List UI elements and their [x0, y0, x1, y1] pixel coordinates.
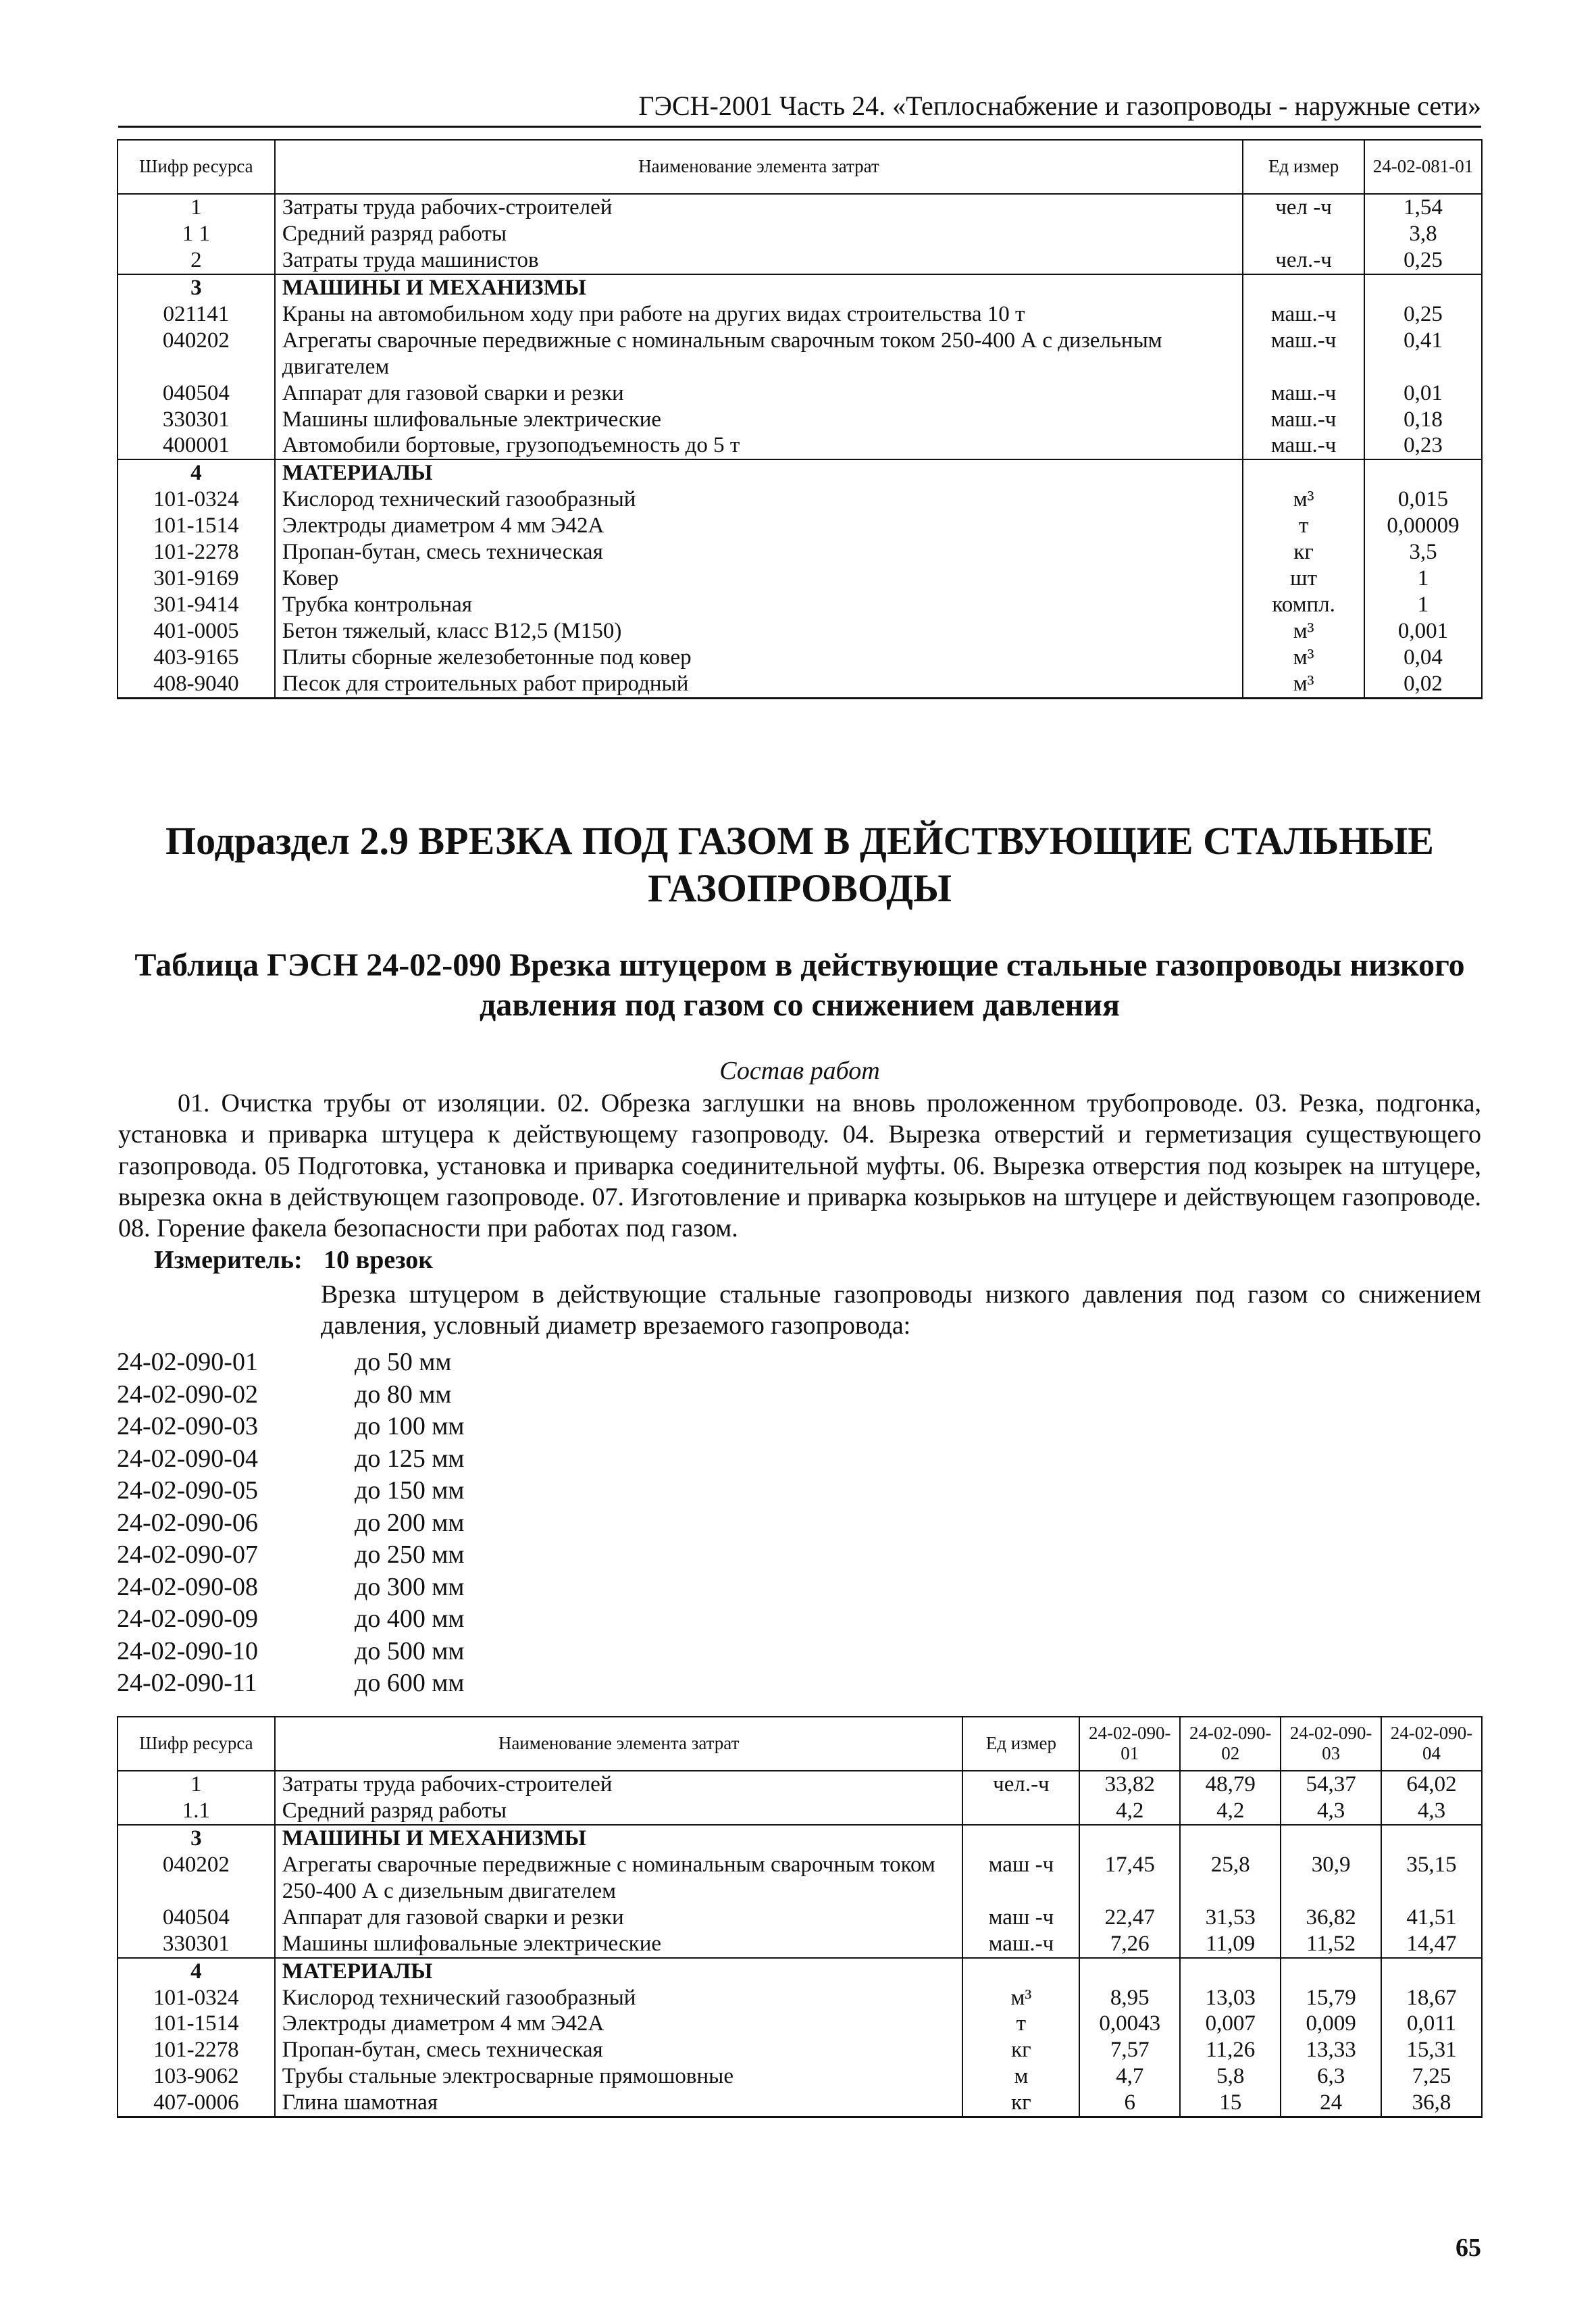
col-header-unit: Ед измер [1243, 140, 1364, 194]
resource-value: 48,79 [1180, 1771, 1281, 1798]
resource-name: Затраты труда машинистов [275, 247, 1243, 274]
resource-value: 13,03 [1180, 1985, 1281, 2011]
resource-name: Затраты труда рабочих-строителей [275, 194, 1243, 221]
resource-code: 330301 [118, 1931, 275, 1958]
resource-unit: кг [962, 2037, 1079, 2063]
resource-value: 15,31 [1381, 2037, 1482, 2063]
norm-item [117, 1667, 464, 1700]
resource-code: 301-9414 [118, 592, 275, 618]
resource-unit: т [1243, 513, 1364, 539]
resource-value: 0,18 [1364, 407, 1482, 433]
resource-value [1079, 1825, 1180, 1852]
resource-unit: шт [1243, 565, 1364, 592]
resource-value: 1 [1364, 592, 1482, 618]
resource-value: 4,3 [1281, 1798, 1381, 1825]
table-row [118, 1825, 1482, 1852]
table-row [118, 274, 1482, 301]
resource-unit: чел.-ч [962, 1771, 1079, 1798]
norm-code: 24-02-090-09 [117, 1605, 258, 1633]
norm-code: 24-02-090-02 [117, 1380, 258, 1409]
page-number: 65 [1456, 2234, 1481, 2262]
resource-value: 25,8 [1180, 1852, 1281, 1905]
norm-code: 24-02-090-04 [117, 1444, 258, 1473]
resource-value: 0,41 [1364, 328, 1482, 380]
resource-value: 24 [1281, 2090, 1381, 2117]
resource-unit: м³ [962, 1985, 1079, 2011]
table-row [118, 2063, 1482, 2090]
resource-value: 7,25 [1381, 2063, 1482, 2090]
resource-name: Аппарат для газовой сварки и резки [275, 380, 1243, 407]
resource-value: 54,37 [1281, 1771, 1381, 1798]
resource-name: Плиты сборные железобетонные под ковер [275, 645, 1243, 671]
resource-value: 14,47 [1381, 1931, 1482, 1958]
meter-label: Измеритель: [154, 1246, 303, 1274]
col-header-unit: Ед измер [962, 1717, 1079, 1771]
resource-name: Средний разряд работы [275, 1798, 963, 1825]
table-row [118, 221, 1482, 247]
table-row [118, 407, 1482, 433]
norm-item [117, 1539, 464, 1571]
resource-code: 3 [118, 274, 275, 301]
col-header-name: Наименование элемента затрат [275, 1717, 963, 1771]
resource-value: 31,53 [1180, 1905, 1281, 1931]
resource-value: 1 [1364, 565, 1482, 592]
resource-unit: компл. [1243, 592, 1364, 618]
col-header-norm-03: 24-02-090-03 [1281, 1717, 1381, 1771]
resource-value: 0,04 [1364, 645, 1482, 671]
resource-unit: м³ [1243, 618, 1364, 645]
resource-value [1180, 1825, 1281, 1852]
col-header-norm-04: 24-02-090-04 [1381, 1717, 1482, 1771]
resource-code: 3 [118, 1825, 275, 1852]
col-header-code: Шифр ресурса [118, 1717, 275, 1771]
resource-code: 408-9040 [118, 671, 275, 698]
resource-name: Электроды диаметром 4 мм Э42А [275, 513, 1243, 539]
resource-unit: маш.-ч [1243, 328, 1364, 380]
resource-code: 401-0005 [118, 618, 275, 645]
resource-value: 4,7 [1079, 2063, 1180, 2090]
resource-value: 6,3 [1281, 2063, 1381, 2090]
resource-name: Песок для строительных работ природный [275, 671, 1243, 698]
norm-diameter: до 150 мм [355, 1476, 465, 1505]
work-composition-label: Состав работ [719, 1057, 880, 1085]
resource-value: 11,26 [1180, 2037, 1281, 2063]
norm-code: 24-02-090-08 [117, 1572, 258, 1601]
norm-description: Врезка штуцером в действующие стальные газопроводы низкого давления под газом со снижением давления, условный диаметр врезаемого газопровода: [321, 1280, 1481, 1340]
resource-value: 11,52 [1281, 1931, 1381, 1958]
resource-unit: маш -ч [962, 1905, 1079, 1931]
col-header-norm: 24-02-081-01 [1364, 140, 1482, 194]
resource-name: Средний разряд работы [275, 221, 1243, 247]
resource-name: МАШИНЫ И МЕХАНИЗМЫ [275, 1825, 963, 1852]
resource-value: 7,57 [1079, 2037, 1180, 2063]
resource-value: 35,15 [1381, 1852, 1482, 1905]
resource-code: 2 [118, 247, 275, 274]
resource-name: Трубы стальные электросварные прямошовные [275, 2063, 963, 2090]
table-row [118, 301, 1482, 328]
norm-diameter: до 500 мм [355, 1636, 465, 1665]
norm-code: 24-02-090-03 [117, 1412, 258, 1440]
resource-code: 101-2278 [118, 2037, 275, 2063]
resource-value: 3,5 [1364, 539, 1482, 565]
resource-code: 407-0006 [118, 2090, 275, 2117]
resource-unit: м³ [1243, 671, 1364, 698]
norm-item [117, 1507, 464, 1540]
table-row [118, 2090, 1482, 2117]
resource-value: 0,00009 [1364, 513, 1482, 539]
norm-diameter: до 250 мм [355, 1540, 465, 1569]
running-head: ГЭСН-2001 Часть 24. «Теплоснабжение и газопроводы - наружные сети» [118, 86, 1481, 128]
resource-name: Глина шамотная [275, 2090, 963, 2117]
resource-value: 0,009 [1281, 2011, 1381, 2037]
resource-unit: м³ [1243, 486, 1364, 513]
resource-value: 33,82 [1079, 1771, 1180, 1798]
resource-code: 1 [118, 194, 275, 221]
resource-name: Электроды диаметром 4 мм Э42А [275, 2011, 963, 2037]
norm-diameter: до 50 мм [355, 1348, 452, 1376]
resource-name: Трубка контрольная [275, 592, 1243, 618]
resource-value: 15 [1180, 2090, 1281, 2117]
resource-value: 0,015 [1364, 486, 1482, 513]
col-header-norm-01: 24-02-090-01 [1079, 1717, 1180, 1771]
resource-code: 103-9062 [118, 2063, 275, 2090]
resource-name: Пропан-бутан, смесь техническая [275, 539, 1243, 565]
norm-diameter: до 125 мм [355, 1444, 465, 1473]
resource-name: Кислород технический газообразный [275, 486, 1243, 513]
table-row [118, 486, 1482, 513]
resource-code: 330301 [118, 407, 275, 433]
resource-name: Агрегаты сварочные передвижные с номинальным сварочным током 250-400 А с дизельным двигателем [275, 328, 1243, 380]
table-row [118, 1798, 1482, 1825]
resource-code: 040504 [118, 380, 275, 407]
table-row [118, 2037, 1482, 2063]
resource-code: 101-2278 [118, 539, 275, 565]
resource-value: 0,02 [1364, 671, 1482, 698]
resource-code: 400001 [118, 432, 275, 459]
table-row [118, 592, 1482, 618]
norm-item [117, 1475, 464, 1507]
table-row [118, 432, 1482, 459]
resource-value [1381, 1958, 1482, 1985]
resource-code: 101-1514 [118, 513, 275, 539]
resource-unit: чел.-ч [1243, 247, 1364, 274]
table-row [118, 459, 1482, 486]
resource-code: 403-9165 [118, 645, 275, 671]
resource-name: Машины шлифовальные электрические [275, 407, 1243, 433]
table-row [118, 1958, 1482, 1985]
resource-unit: кг [1243, 539, 1364, 565]
resource-value: 0,25 [1364, 247, 1482, 274]
norm-code: 24-02-090-07 [117, 1540, 258, 1569]
norm-diameter: до 80 мм [355, 1380, 452, 1409]
resource-value: 4,2 [1180, 1798, 1281, 1825]
norm-diameter: до 600 мм [355, 1669, 465, 1697]
resource-name: МАТЕРИАЛЫ [275, 459, 1243, 486]
resource-code: 1.1 [118, 1798, 275, 1825]
resource-value: 15,79 [1281, 1985, 1381, 2011]
resource-value [1180, 1958, 1281, 1985]
resource-value: 22,47 [1079, 1905, 1180, 1931]
table-row [118, 539, 1482, 565]
resource-value [1079, 1958, 1180, 1985]
resource-table-081 [117, 139, 1483, 699]
resource-unit: маш -ч [962, 1852, 1079, 1905]
resource-value: 36,82 [1281, 1905, 1381, 1931]
resource-value: 0,007 [1180, 2011, 1281, 2037]
resource-code: 4 [118, 459, 275, 486]
resource-name: Автомобили бортовые, грузоподъемность до 5 т [275, 432, 1243, 459]
resource-value: 4,3 [1381, 1798, 1482, 1825]
table-row [118, 1852, 1482, 1905]
resource-value: 64,02 [1381, 1771, 1482, 1798]
norm-diameter: до 200 мм [355, 1508, 465, 1537]
resource-name: Ковер [275, 565, 1243, 592]
resource-value: 0,01 [1364, 380, 1482, 407]
resource-unit: кг [962, 2090, 1079, 2117]
norm-diameter: до 300 мм [355, 1572, 465, 1601]
resource-value: 17,45 [1079, 1852, 1180, 1905]
col-header-code: Шифр ресурса [118, 140, 275, 194]
norm-item [117, 1347, 464, 1379]
work-composition-text: 01. Очистка трубы от изоляции. 02. Обрезка заглушки на вновь проложенном трубопроводе. 03. Резка, подгонка, установка и приварка штуцера к действующему газопроводу. 04. Вырезка отверстий и герметизация существующего газопровода. 05 Подготовка, установка и приварка соединительной муфты. 06. Вырезка отверстия под козырек на штуцере, вырезка окна в действующем газопроводе. 07. Изготовление и приварка козырьков на штуцере и действующем газопроводе. 08. Горение факела безопасности при работах под газом. [118, 1089, 1481, 1243]
subsection-title: Подраздел 2.9 ВРЕЗКА ПОД ГАЗОМ В ДЕЙСТВУЮЩИЕ СТАЛЬНЫЕ ГАЗОПРОВОДЫ [165, 819, 1434, 910]
resource-name: Краны на автомобильном ходу при работе на других видах строительства 10 т [275, 301, 1243, 328]
table-row [118, 513, 1482, 539]
resource-value [1281, 1825, 1381, 1852]
resource-value: 18,67 [1381, 1985, 1482, 2011]
resource-value: 0,001 [1364, 618, 1482, 645]
norm-item [117, 1571, 464, 1604]
norm-item [117, 1443, 464, 1476]
norm-diameter: до 100 мм [355, 1412, 465, 1440]
resource-value: 3,8 [1364, 221, 1482, 247]
resource-name: МАТЕРИАЛЫ [275, 1958, 963, 1985]
meter-value: 10 врезок [324, 1246, 434, 1274]
resource-unit: маш.-ч [1243, 380, 1364, 407]
resource-unit: маш.-ч [1243, 301, 1364, 328]
resource-unit: маш.-ч [962, 1931, 1079, 1958]
norm-list [117, 1347, 464, 1700]
norm-item [117, 1603, 464, 1636]
table-row [118, 1985, 1482, 2011]
resource-name: МАШИНЫ И МЕХАНИЗМЫ [275, 274, 1243, 301]
resource-table-090 [117, 1716, 1483, 2118]
table-row [118, 565, 1482, 592]
resource-unit [962, 1958, 1079, 1985]
norm-diameter: до 400 мм [355, 1605, 465, 1633]
resource-value [1364, 459, 1482, 486]
norm-item [117, 1379, 464, 1411]
norm-code: 24-02-090-11 [117, 1669, 257, 1697]
table-row [118, 671, 1482, 698]
resource-name: Бетон тяжелый, класс В12,5 (М150) [275, 618, 1243, 645]
resource-value: 30,9 [1281, 1852, 1381, 1905]
resource-code: 1 [118, 1771, 275, 1798]
resource-unit [962, 1798, 1079, 1825]
table-row [118, 328, 1482, 380]
table-row [118, 247, 1482, 274]
resource-value: 7,26 [1079, 1931, 1180, 1958]
resource-code: 040504 [118, 1905, 275, 1931]
table-row [118, 1771, 1482, 1798]
resource-code: 1 1 [118, 221, 275, 247]
resource-unit: м³ [1243, 645, 1364, 671]
resource-value: 13,33 [1281, 2037, 1381, 2063]
resource-value: 0,011 [1381, 2011, 1482, 2037]
resource-value: 36,8 [1381, 2090, 1482, 2117]
norm-code: 24-02-090-01 [117, 1348, 258, 1376]
resource-name: Аппарат для газовой сварки и резки [275, 1905, 963, 1931]
resource-name: Затраты труда рабочих-строителей [275, 1771, 963, 1798]
resource-value [1364, 274, 1482, 301]
norm-item [117, 1636, 464, 1668]
norm-code: 24-02-090-05 [117, 1476, 258, 1505]
resource-name: Агрегаты сварочные передвижные с номинальным сварочным током 250-400 А с дизельным двигателем [275, 1852, 963, 1905]
norm-code: 24-02-090-10 [117, 1636, 258, 1665]
resource-value: 8,95 [1079, 1985, 1180, 2011]
resource-code: 101-0324 [118, 1985, 275, 2011]
table-row [118, 2011, 1482, 2037]
resource-code: 101-1514 [118, 2011, 275, 2037]
table-row [118, 618, 1482, 645]
resource-value [1381, 1825, 1482, 1852]
norm-item [117, 1411, 464, 1443]
resource-name: Пропан-бутан, смесь техническая [275, 2037, 963, 2063]
resource-code: 4 [118, 1958, 275, 1985]
resource-unit [1243, 459, 1364, 486]
resource-name: Машины шлифовальные электрические [275, 1931, 963, 1958]
resource-value: 0,25 [1364, 301, 1482, 328]
norm-code: 24-02-090-06 [117, 1508, 258, 1537]
resource-value: 6 [1079, 2090, 1180, 2117]
resource-value [1281, 1958, 1381, 1985]
resource-value: 41,51 [1381, 1905, 1482, 1931]
table-row [118, 645, 1482, 671]
resource-value: 0,0043 [1079, 2011, 1180, 2037]
resource-code: 040202 [118, 1852, 275, 1905]
resource-value: 11,09 [1180, 1931, 1281, 1958]
resource-value: 5,8 [1180, 2063, 1281, 2090]
resource-unit [962, 1825, 1079, 1852]
col-header-name: Наименование элемента затрат [275, 140, 1243, 194]
table-row [118, 194, 1482, 221]
resource-name: Кислород технический газообразный [275, 1985, 963, 2011]
table-row [118, 1931, 1482, 1958]
meter-line [154, 1245, 433, 1275]
resource-code: 301-9169 [118, 565, 275, 592]
resource-value: 4,2 [1079, 1798, 1180, 1825]
resource-unit: м [962, 2063, 1079, 2090]
resource-value: 0,23 [1364, 432, 1482, 459]
resource-unit [1243, 274, 1364, 301]
col-header-norm-02: 24-02-090-02 [1180, 1717, 1281, 1771]
table-title: Таблица ГЭСН 24-02-090 Врезка штуцером в действующие стальные газопроводы низкого давления под газом со снижением давления [134, 947, 1465, 1023]
resource-unit: т [962, 2011, 1079, 2037]
resource-unit [1243, 221, 1364, 247]
resource-code: 101-0324 [118, 486, 275, 513]
table-row [118, 380, 1482, 407]
table-row [118, 1905, 1482, 1931]
resource-unit: маш.-ч [1243, 432, 1364, 459]
resource-code: 021141 [118, 301, 275, 328]
resource-unit: маш.-ч [1243, 407, 1364, 433]
resource-value: 1,54 [1364, 194, 1482, 221]
resource-unit: чел -ч [1243, 194, 1364, 221]
resource-code: 040202 [118, 328, 275, 380]
